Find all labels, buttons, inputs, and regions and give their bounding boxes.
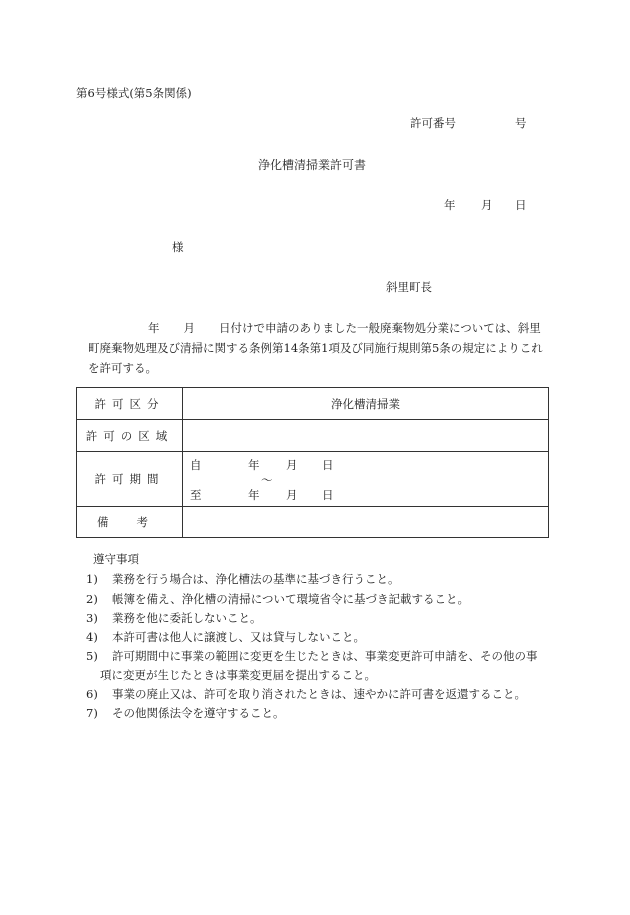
addressee-suffix: 様 <box>172 240 184 254</box>
period-from-year: 年 <box>248 458 260 472</box>
date-day-label: 日 <box>515 198 527 212</box>
permit-area-value <box>183 420 549 452</box>
period-to-year: 年 <box>248 488 260 502</box>
body-line-1 <box>76 318 556 338</box>
period-to: 至 <box>190 488 202 502</box>
date-month-label: 月 <box>481 198 493 212</box>
body-line-1-rest: 日付けで申請のありました一般廃棄物処分業については、斜里 <box>219 321 541 335</box>
permit-number-label: 許可番号 <box>410 116 456 130</box>
notes-title: 遵守事項 <box>93 552 139 566</box>
permit-body-text <box>76 318 556 378</box>
date-year-label: 年 <box>444 198 456 212</box>
period-to-month: 月 <box>286 488 298 502</box>
list-item: 2) 帳簿を備え、浄化槽の清掃について環境省令に基づき記載すること。 <box>86 592 469 606</box>
body-year: 年 <box>148 321 160 335</box>
table-row <box>77 507 549 538</box>
body-line-3: を許可する。 <box>88 361 157 375</box>
body-month: 月 <box>183 321 195 335</box>
list-item: 6) 事業の廃止又は、許可を取り消されたときは、速やかに許可書を返還すること。 <box>86 687 526 701</box>
table-row <box>77 452 549 507</box>
period-from-month: 月 <box>286 458 298 472</box>
body-line-2: 町廃棄物処理及び清掃に関する条例第14条第1項及び同施行規則第5条の規定によりこれ <box>88 341 543 355</box>
permit-period-label: 許可期間 <box>77 452 183 507</box>
period-to-day: 日 <box>322 488 334 502</box>
table-row <box>77 420 549 452</box>
remarks-label: 備考 <box>77 507 183 538</box>
permit-area-label: 許可の区域 <box>77 420 183 452</box>
remarks-value <box>183 507 549 538</box>
permit-number-suffix: 号 <box>515 116 527 130</box>
permit-period-value <box>183 452 549 507</box>
list-item: 7) その他関係法令を遵守すること。 <box>86 706 285 720</box>
list-item-continuation: 項に変更が生じたときは事業変更届を提出すること。 <box>100 668 376 682</box>
permit-details-table <box>76 387 549 538</box>
permit-category-label: 許可区分 <box>77 388 183 420</box>
period-from: 自 <box>190 458 202 472</box>
table-row <box>77 388 549 420</box>
document-title: 浄化槽清掃業許可書 <box>258 158 367 172</box>
list-item: 1) 業務を行う場合は、浄化槽法の基準に基づき行うこと。 <box>86 572 400 586</box>
form-number: 第6号様式(第5条関係) <box>76 86 192 100</box>
list-item: 5) 許可期間中に事業の範囲に変更を生じたときは、事業変更許可申請を、その他の事 <box>86 649 538 663</box>
period-from-day: 日 <box>322 458 334 472</box>
list-item: 3) 業務を他に委託しないこと。 <box>86 611 262 625</box>
period-tilde: 〜 <box>261 473 273 487</box>
list-item: 4) 本許可書は他人に譲渡し、又は貸与しないこと。 <box>86 630 365 644</box>
issuer-name: 斜里町長 <box>386 280 432 294</box>
permit-category-value: 浄化槽清掃業 <box>183 388 549 420</box>
